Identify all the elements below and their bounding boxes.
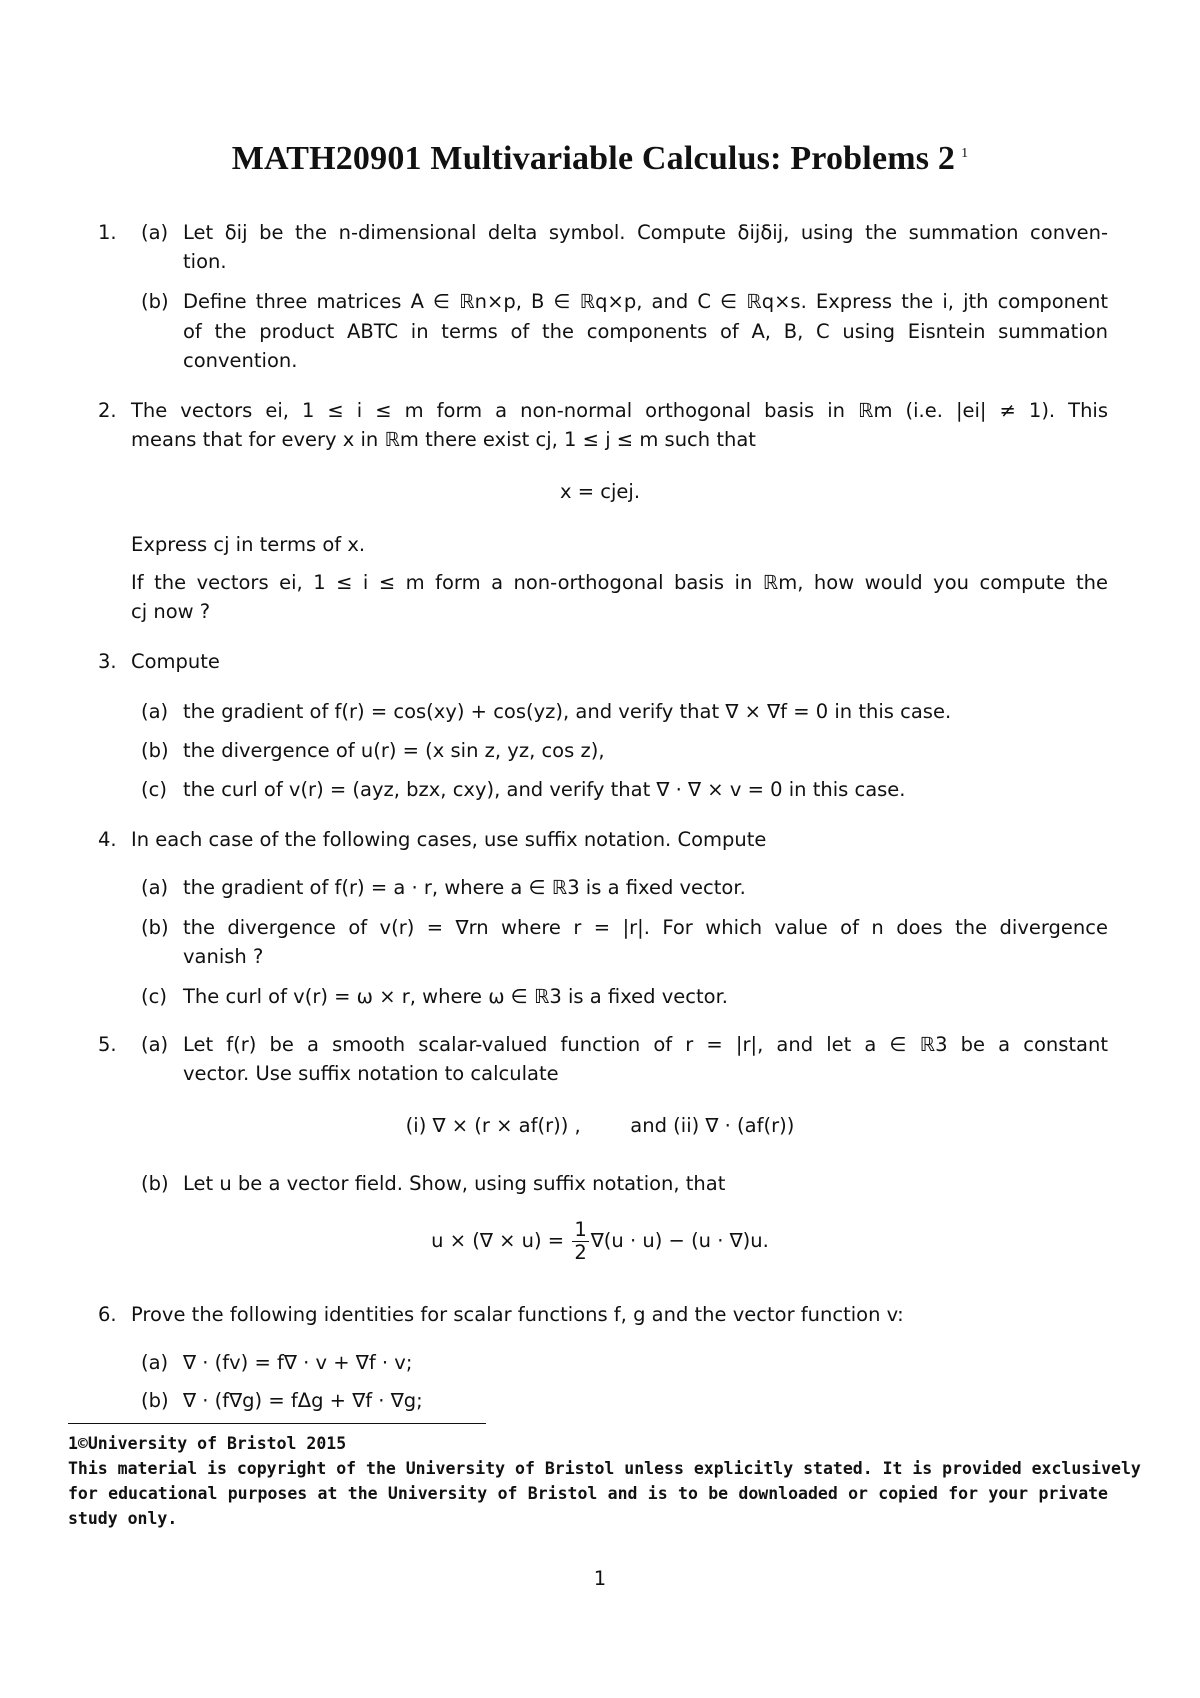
- problem-1b-line: of the product ABTC in terms of the components of A, B, C using Eisntein summation: [183, 320, 1108, 343]
- problem-1b-label: (b): [141, 290, 169, 313]
- footnote-line: This material is copyright of the University of Bristol unless explicitly stated. It is provided exclusively: [68, 1459, 1141, 1478]
- problem-3a-label: (a): [141, 700, 169, 723]
- title-footnote-mark: 1: [961, 145, 969, 161]
- problem-2-line: The vectors ei, 1 ≤ i ≤ m form a non-normal orthogonal basis in ℝm (i.e. |ei| ≠ 1). This: [131, 399, 1108, 422]
- problem-4b-label: (b): [141, 916, 169, 939]
- problem-1-number: 1.: [98, 221, 117, 244]
- problem-2-number: 2.: [98, 399, 117, 422]
- problem-3b-label: (b): [141, 739, 169, 762]
- problem-2-line: Express cj in terms of x.: [131, 533, 366, 556]
- problem-4b-line: the divergence of v(r) = ∇rn where r = |r|. For which value of n does the divergence: [183, 916, 1108, 939]
- problem-5a-label: (a): [141, 1033, 169, 1056]
- problem-3a-line: the gradient of f(r) = cos(xy) + cos(yz), and verify that ∇ × ∇f = 0 in this case.: [183, 700, 952, 723]
- problem-6-number: 6.: [98, 1303, 117, 1326]
- problem-5a-line: Let f(r) be a smooth scalar-valued function of r = |r|, and let a ∈ ℝ3 be a constant: [183, 1033, 1108, 1056]
- page-title: MATH20901 Multivariable Calculus: Problems 2 $^1$: [231, 140, 969, 177]
- problem-3-line: Compute: [131, 650, 220, 673]
- problem-3c-line: the curl of v(r) = (ayz, bzx, cxy), and verify that ∇ · ∇ × v = 0 in this case.: [183, 778, 906, 801]
- footnote-line: study only.: [68, 1509, 178, 1528]
- footnote-rule: [68, 1423, 486, 1424]
- problem-5a-equation: (i) ∇ × (r × af(r)) , and (ii) ∇ · (af(r)): [405, 1114, 795, 1137]
- problem-3-number: 3.: [98, 650, 117, 673]
- problem-2-line: cj now ?: [131, 600, 211, 623]
- problem-2-equation: x = cjej.: [559, 480, 641, 503]
- problem-4a-label: (a): [141, 876, 169, 899]
- problem-4-line: In each case of the following cases, use suffix notation. Compute: [131, 828, 767, 851]
- problem-4b-line: vanish ?: [183, 945, 264, 968]
- problem-6b-label: (b): [141, 1389, 169, 1412]
- footnote-line: for educational purposes at the University of Bristol and is to be downloaded or copied for your private: [68, 1484, 1108, 1503]
- problem-2-line: If the vectors ei, 1 ≤ i ≤ m form a non-orthogonal basis in ℝm, how would you compute the: [131, 571, 1108, 594]
- problem-4c-line: The curl of v(r) = ω × r, where ω ∈ ℝ3 is a fixed vector.: [183, 985, 728, 1008]
- page-number: 1: [593, 1567, 607, 1590]
- problem-6b-line: ∇ · (f∇g) = fΔg + ∇f · ∇g;: [183, 1389, 423, 1412]
- problem-3c-label: (c): [141, 778, 167, 801]
- problem-1a-label: (a): [141, 221, 169, 244]
- problem-4c-label: (c): [141, 985, 167, 1008]
- problem-6a-line: ∇ · (fv) = f∇ · v + ∇f · v;: [183, 1351, 413, 1374]
- problem-1a-line: tion.: [183, 250, 227, 273]
- problem-4a-line: the gradient of f(r) = a · r, where a ∈ ℝ3 is a fixed vector.: [183, 876, 746, 899]
- fraction-one-half: [572, 1219, 588, 1264]
- fraction-denominator: 2: [574, 1241, 587, 1264]
- problem-5a-line: vector. Use suffix notation to calculate: [183, 1062, 559, 1085]
- footnote-line: 1©University of Bristol 2015: [68, 1434, 347, 1453]
- problem-5b-label: (b): [141, 1172, 169, 1195]
- equation-left: u × (∇ × u) =: [431, 1229, 565, 1252]
- equation-right: ∇(u · u) − (u · ∇)u.: [590, 1229, 769, 1252]
- problem-5b-equation: [0, 1219, 1200, 1264]
- problem-6a-label: (a): [141, 1351, 169, 1374]
- problem-5-number: 5.: [98, 1033, 117, 1056]
- problem-4-number: 4.: [98, 828, 117, 851]
- problem-2-line: means that for every x in ℝm there exist cj, 1 ≤ j ≤ m such that: [131, 428, 756, 451]
- problem-1a-line: Let δij be the n-dimensional delta symbol. Compute δijδij, using the summation conven-: [183, 221, 1108, 244]
- fraction-numerator: 1: [574, 1218, 587, 1241]
- problem-3b-line: the divergence of u(r) = (x sin z, yz, cos z),: [183, 739, 605, 762]
- problem-1b-line: convention.: [183, 349, 298, 372]
- problem-1b-line: Define three matrices A ∈ ℝn×p, B ∈ ℝq×p, and C ∈ ℝq×s. Express the i, jth component: [183, 290, 1108, 313]
- problem-6-line: Prove the following identities for scalar functions f, g and the vector function v:: [131, 1303, 904, 1326]
- problem-5b-line: Let u be a vector field. Show, using suffix notation, that: [183, 1172, 726, 1195]
